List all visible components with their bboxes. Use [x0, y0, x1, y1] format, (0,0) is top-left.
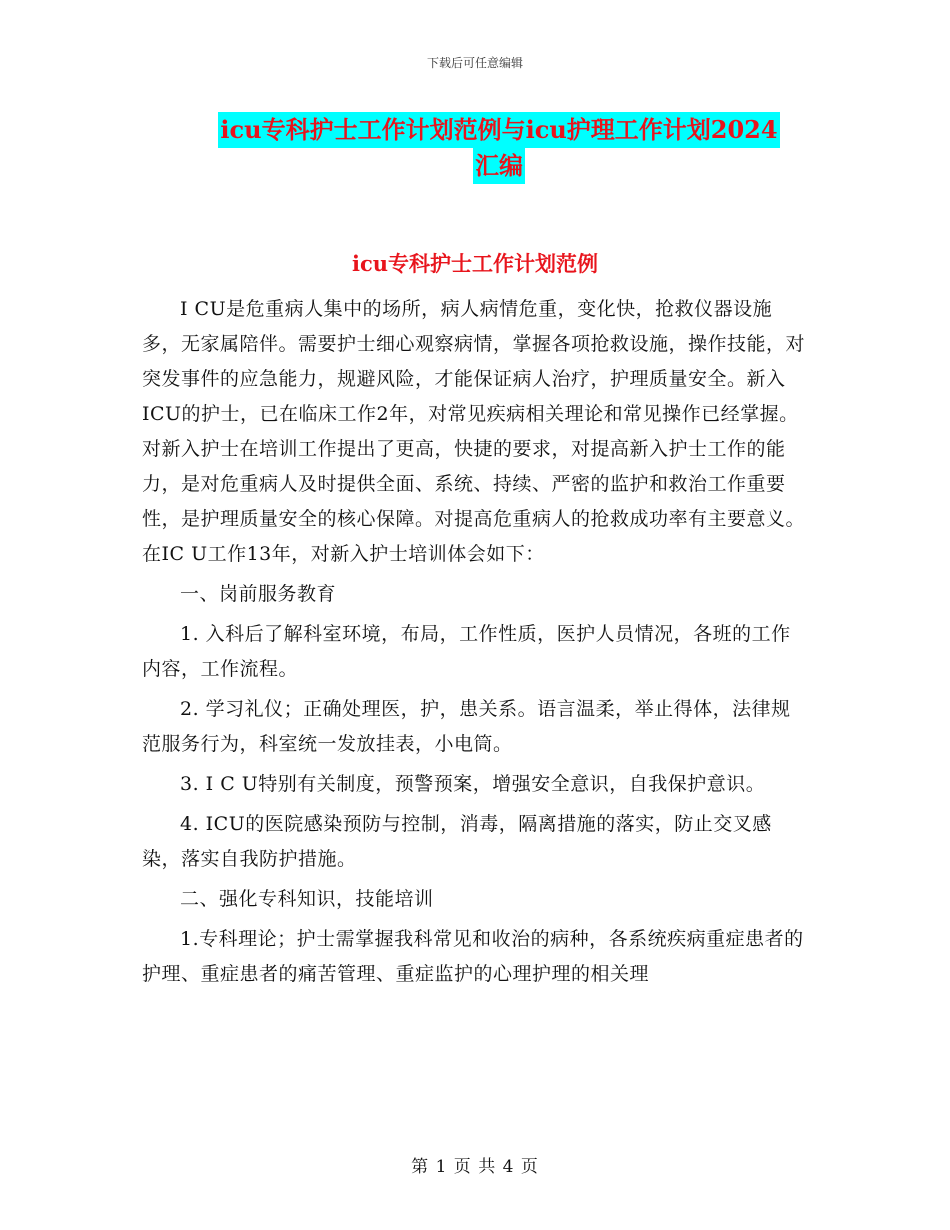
- list-item: 2. 学习礼仪；正确处理医，护，患关系。语言温柔，举止得体，法律规范服务行为，科室统一发放挂表，小电筒。: [142, 698, 791, 755]
- list-item: 1.专科理论；护士需掌握我科常见和收治的病种，各系统疾病重症患者的护理、重症患者的痛苦管理、重症监护的心理护理的相关理: [142, 928, 804, 985]
- document-title-line-2: 汇编: [473, 148, 525, 184]
- document-title: [195, 112, 803, 184]
- list-item: 3. I C U特别有关制度，预警预案，增强安全意识，自我保护意识。: [180, 773, 766, 795]
- page-footer: 第 1 页 共 4 页: [411, 1157, 539, 1177]
- section-heading-1: 一、岗前服务教育: [180, 583, 337, 605]
- section-heading-2: 二、强化专科知识，技能培训: [180, 888, 434, 910]
- list-item: 1. 入科后了解科室环境，布局，工作性质，医护人员情况，各班的工作内容，工作流程。: [142, 623, 791, 680]
- page-header-note: 下载后可任意编辑: [426, 56, 523, 70]
- section-heading: icu专科护士工作计划范例: [351, 251, 599, 276]
- list-item: 4. ICU的医院感染预防与控制，消毒，隔离措施的落实，防止交叉感染，落实自我防护措施。: [142, 813, 772, 870]
- intro-paragraph: I CU是危重病人集中的场所，病人病情危重，变化快，抢救仪器设施多，无家属陪伴。需要护士细心观察病情，掌握各项抢救设施，操作技能，对突发事件的应急能力，规避风险，才能保证病人治疗，护理质量安全。新入ICU的护士，已在临床工作2年，对常见疾病相关理论和常见操作已经掌握。对新入护士在培训工作提出了更高，快捷的要求，对提高新入护士工作的能力，是对危重病人及时提供全面、系统、持续、严密的监护和救治工作重要性，是护理质量安全的核心保障。对提高危重病人的抢救成功率有主要意义。在IC U工作13年，对新入护士培训体会如下：: [142, 298, 806, 565]
- body-content: [142, 292, 810, 992]
- document-title-line-1: icu专科护士工作计划范例与icu护理工作计划2024: [218, 112, 779, 148]
